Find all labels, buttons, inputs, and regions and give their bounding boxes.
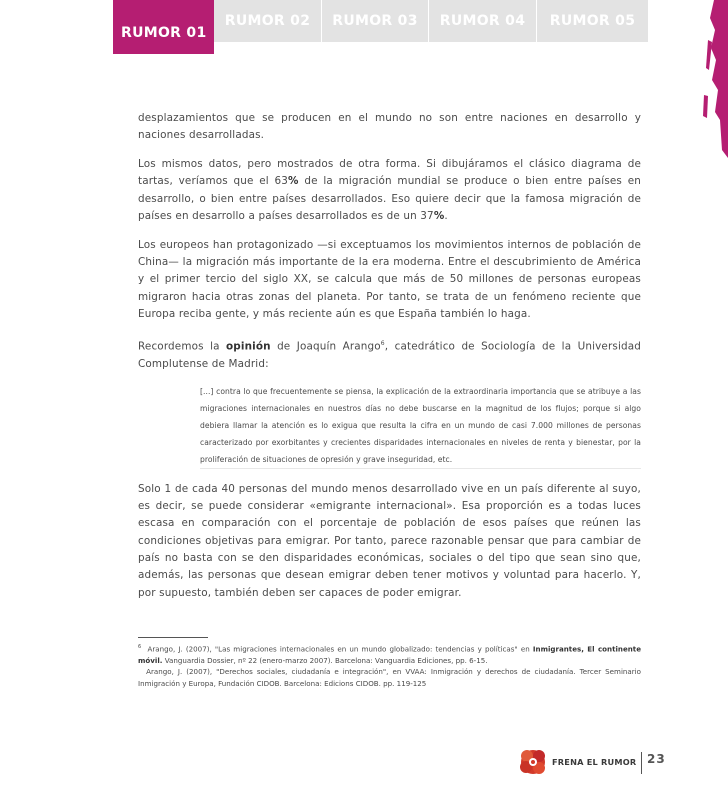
tab-label: RUMOR 01 (121, 25, 207, 41)
paragraph: Solo 1 de cada 40 personas del mundo menos desarrollado vive en un país diferente al suyo, es decir, se puede considerar «emigrante internacional». Esa proporción es a todas luces escasa en comparación con el porcentaje de población de esos países que reúnen las condiciones objetivas para emigrar. Por tanto, parece razonable pensar que para cambiar de país no basta con se den disparidades económicas, sociales o del tipo que sean sino que, además, las personas que desean emigrar deben tener motivos y voluntad para hacerlo. Y, por supuesto, también deben ser capaces de poder emigrar. (138, 482, 641, 599)
logo-text: FRENA EL RUMOR (552, 757, 637, 767)
tab-label: RUMOR 04 (439, 13, 526, 29)
paragraph: Recordemos la opinión de Joaquín Arango$^6$, catedrático de Sociología de la Universidad Complutense de Madrid: (138, 339, 641, 370)
tab-label: RUMOR 02 (224, 13, 311, 29)
tab-rumor-05[interactable] (537, 0, 648, 42)
tab-rumor-02[interactable] (214, 0, 321, 42)
paragraph: desplazamientos que se producen en el mundo no son entre naciones en desarrollo y naciones desarrolladas. (138, 112, 641, 142)
tab-label: RUMOR 05 (549, 13, 636, 29)
paragraph: Los mismos datos, pero mostrados de otra forma. Si dibujáramos el clásico diagrama de tartas, veríamos que el 63% de la migración mundial se produce o bien entre países en desarrollo, o bien entre países desarrollados. Eso quiere decir que la famosa migración de países en desarrollo a países desarrollados es de un 37%. (138, 158, 641, 222)
tab-rumor-01[interactable] (113, 0, 214, 54)
article-body (138, 110, 641, 613)
tab-rumor-03[interactable] (322, 0, 428, 42)
footnote: Arango, J. (2007), "Derechos sociales, ciudadanía e integración", en VVAA: Inmigración y derechos de ciudadanía. Tercer Seminario Inmigración y Europa, Fundación CIDOB. Barcelona: Edicions CIDOB. pp. 119-125 (138, 667, 641, 688)
flower-logo-icon (517, 747, 549, 777)
tab-rumor-04[interactable] (429, 0, 536, 42)
paragraph: Los europeos han protagonizado —si exceptuamos los movimientos internos de población de China— la migración más importante de la era moderna. Entre el descubrimiento de América y el primer tercio del siglo XX, se calcula que más de 50 millones de personas europeas migraron hacia otras zonas del planeta. Por tanto, se trata de un fenómeno reciente que Europa reciba gente, y más reciente aún es que España también lo haga. (138, 238, 641, 320)
frena-el-rumor-logo (517, 747, 636, 777)
page-number-rule (641, 752, 642, 774)
brush-stroke-decoration (700, 0, 728, 160)
footnote-ref: 6 (380, 339, 385, 347)
footnote-rule (138, 637, 208, 638)
page-number: 23 (647, 752, 666, 766)
block-quote: [...] contra lo que frecuentemente se piensa, la explicación de la extraordinaria importancia que se atribuye a las migraciones internacionales en nuestros días no debe buscarse en la magnitud de los flujos; porque si algo debiera llamar la atención es lo exigua que resulta la cifra en un mundo de casi 7.000 millones de personas caracterizado por exorbitantes y crecientes disparidades internacionales en niveles de renta y bienestar, por la proliferación de situaciones de opresión y grave inseguridad, etc. (200, 384, 641, 469)
footnote: $^6$ Arango, J. (2007), "Las migraciones internacionales en un mundo globalizado: tendencias y políticas" en Inmigrantes, El continente móvil. Vanguardia Dossier, nº 22 (enero-marzo 2007). Barcelona: Vanguardia Ediciones, pp. 6-15. (138, 644, 642, 665)
rumor-tab-bar (113, 0, 648, 54)
footnotes (138, 642, 641, 689)
tab-label: RUMOR 03 (332, 13, 418, 29)
